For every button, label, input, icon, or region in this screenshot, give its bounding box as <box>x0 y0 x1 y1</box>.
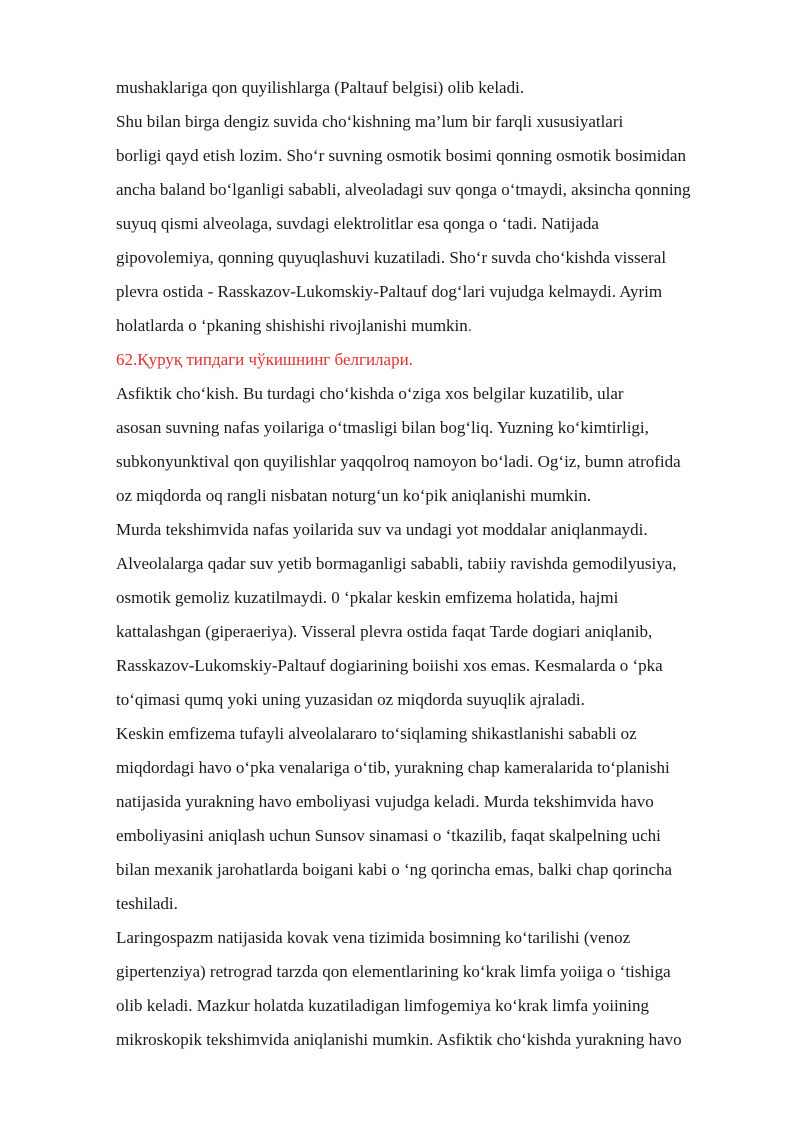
text-line: emboliyasini aniqlash uchun Sunsov sinamasi o ‘tkazilib, faqat skalpelning uchi <box>116 826 661 845</box>
text-line: mushaklariga qon quyilishlarga (Paltauf belgisi) olib keladi. <box>116 78 525 97</box>
text-line-with-period <box>116 316 472 336</box>
text-line: ancha baland bo‘lganligi sababli, alveoladagi suv qonga o‘tmaydi, aksincha qonning <box>116 180 691 199</box>
text-line: Keskin emfizema tufayli alveolalararo to‘siqlaming shikastlanishi sababli oz <box>116 724 637 743</box>
text-line: miqdordagi havo o‘pka venalariga o‘tib, yurakning chap kameralarida to‘planishi <box>116 758 670 777</box>
text-line: gipertenziya) retrograd tarzda qon elementlarining ko‘krak limfa yoiiga o ‘tishiga <box>116 962 671 981</box>
text-line: Laringospazm natijasida kovak vena tizimida bosimning ko‘tarilishi (venoz <box>116 928 631 947</box>
text-line: subkonyunktival qon quyilishlar yaqqolroq namoyon bo‘ladi. Og‘iz, bumn atrofida <box>116 452 681 471</box>
text-line: bilan mexanik jarohatlarda boigani kabi o ‘ng qorincha emas, balki chap qorincha <box>116 860 673 879</box>
text-line: gipovolemiya, qonning quyuqlashuvi kuzatiladi. Sho‘r suvda cho‘kishda visseral <box>116 248 667 267</box>
text-line: suyuq qismi alveolaga, suvdagi elektrolitlar esa qonga o ‘tadi. Natijada <box>116 214 599 233</box>
text-line: teshiladi. <box>116 894 178 913</box>
text-line: oz miqdorda oq rangli nisbatan noturg‘un ko‘pik aniqlanishi mumkin. <box>116 486 592 505</box>
section-heading: 62.Қуруқ типдаги чўкишнинг белгилари. <box>116 350 413 369</box>
text-line: kattalashgan (giperaeriya). Visseral plevra ostida faqat Tarde dogiari aniqlanib, <box>116 622 653 641</box>
text-line: Alveolalarga qadar suv yetib bormaganligi sababli, tabiiy ravishda gemodilyusiya, <box>116 554 677 573</box>
red-period: . <box>467 316 473 335</box>
text-line: to‘qimasi qumq yoki uning yuzasidan oz miqdorda suyuqlik ajraladi. <box>116 690 585 709</box>
text-line: Murda tekshimvida nafas yoilarida suv va undagi yot moddalar aniqlanmaydi. <box>116 520 648 539</box>
text-line: natijasida yurakning havo emboliyasi vujudga keladi. Murda tekshimvida havo <box>116 792 654 811</box>
text-line: Asfiktik cho‘kish. Bu turdagi cho‘kishda o‘ziga xos belgilar kuzatilib, ular <box>116 384 624 403</box>
text-line: olib keladi. Mazkur holatda kuzatiladigan limfogemiya ko‘krak limfa yoiining <box>116 996 649 1015</box>
text-line: Shu bilan birga dengiz suvida cho‘kishning ma’lum bir farqli xususiyatlari <box>116 112 624 131</box>
text-line: Rasskazov-Lukomskiy-Paltauf dogiarining boiishi xos emas. Kesmalarda o ‘pka <box>116 656 663 675</box>
text-line: mikroskopik tekshimvida aniqlanishi mumkin. Asfiktik cho‘kishda yurakning havo <box>116 1030 682 1049</box>
text-line: osmotik gemoliz kuzatilmaydi. 0 ‘pkalar keskin emfizema holatida, hajmi <box>116 588 619 607</box>
text-line: plevra ostida - Rasskazov-Lukomskiy-Paltauf dog‘lari vujudga kelmaydi. Ayrim <box>116 282 663 301</box>
text-line: asosan suvning nafas yoilariga o‘tmasligi bilan bog‘liq. Yuzning ko‘kimtirligi, <box>116 418 649 437</box>
text-line: holatlarda o ‘pkaning shishishi rivojlanishi mumkin <box>116 316 468 335</box>
text-line: borligi qayd etish lozim. Sho‘r suvning osmotik bosimi qonning osmotik bosimidan <box>116 146 686 165</box>
